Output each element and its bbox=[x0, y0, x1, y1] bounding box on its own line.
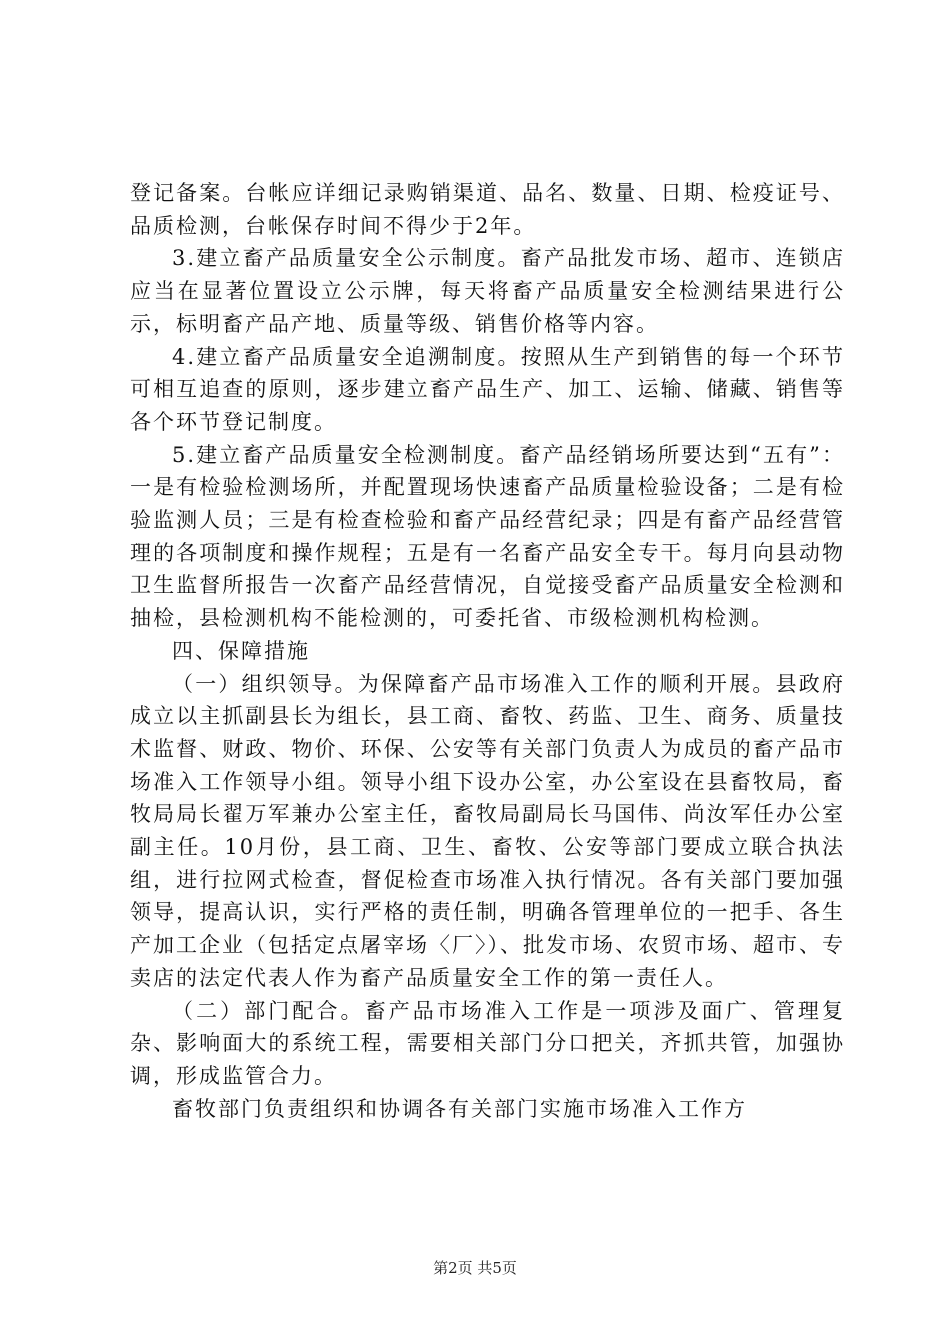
page-number-footer: 第2页 共5页 bbox=[433, 1259, 517, 1277]
paragraph-publicity-system: 3.建立畜产品质量安全公示制度。畜产品批发市场、超市、连锁店应当在显著位置设立公示牌，每天将畜产品质量安全检测结果进行公示，标明畜产品产地、质量等级、销售价格等内容。 bbox=[130, 246, 845, 336]
section-heading-safeguards: 四、保障措施 bbox=[172, 638, 310, 663]
paragraph-livestock-department: 畜牧部门负责组织和协调各有关部门实施市场准入工作方 bbox=[172, 1096, 747, 1121]
paragraph-department-coordination: （二）部门配合。畜产品市场准入工作是一项涉及面广、管理复杂、影响面大的系统工程，需要相关部门分口把关，齐抓共管，加强协调，形成监管合力。 bbox=[130, 998, 845, 1088]
paragraph-traceability-system: 4.建立畜产品质量安全追溯制度。按照从生产到销售的每一个环节可相互追查的原则，逐步建立畜产品生产、加工、运输、储藏、销售等各个环节登记制度。 bbox=[130, 344, 845, 434]
paragraph-testing-system: 5.建立畜产品质量安全检测制度。畜产品经销场所要达到“五有”：一是有检验检测场所，并配置现场快速畜产品质量检验设备；二是有检验监测人员；三是有检查检验和畜产品经营纪录；四是有畜产品经营管理的各项制度和操作规程；五是有一名畜产品安全专干。每月向县动物卫生监督所报告一次畜产品经营情况，自觉接受畜产品质量安全检测和抽检，县检测机构不能检测的，可委托省、市级检测机构检测。 bbox=[130, 442, 845, 631]
document-body bbox=[130, 177, 845, 1125]
paragraph-record-filing: 登记备案。台帐应详细记录购销渠道、品名、数量、日期、检疫证号、品质检测，台帐保存时间不得少于2年。 bbox=[130, 181, 845, 238]
paragraph-organization-leadership: （一）组织领导。为保障畜产品市场准入工作的顺利开展。县政府成立以主抓副县长为组长，县工商、畜牧、药监、卫生、商务、质量技术监督、财政、物价、环保、公安等有关部门负责人为成员的畜产品市场准入工作领导小组。领导小组下设办公室，办公室设在县畜牧局，畜牧局局长翟万军兼办公室主任，畜牧局副局长马国伟、尚汝军任办公室副主任。10月份，县工商、卫生、畜牧、公安等部门要成立联合执法组，进行拉网式检查，督促检查市场准入执行情况。各有关部门要加强领导，提高认识，实行严格的责任制，明确各管理单位的一把手、各生产加工企业（包括定点屠宰场〈厂〉）、批发市场、农贸市场、超市、专卖店的法定代表人作为畜产品质量安全工作的第一责任人。 bbox=[130, 671, 845, 990]
